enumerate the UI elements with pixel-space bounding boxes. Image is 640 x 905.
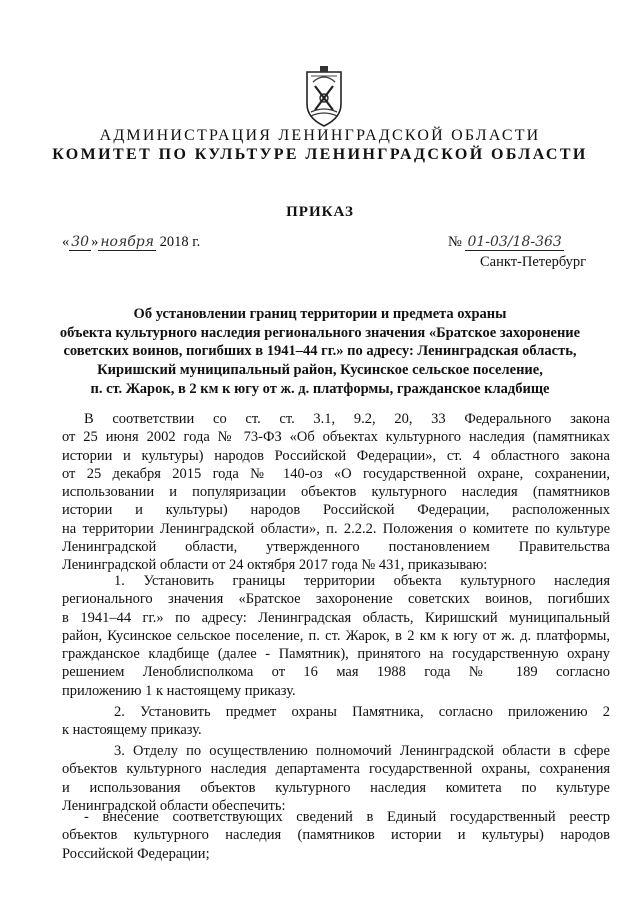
- date-day: 30: [71, 234, 90, 250]
- paragraph-preamble: [62, 410, 610, 575]
- text-line: объектов культурного наследия (памятников истории и культуры) народов: [62, 827, 610, 844]
- text-line: 2. Установить предмет охраны Памятника, согласно приложению 2: [114, 704, 610, 720]
- paragraph-item-3: [62, 742, 610, 815]
- text-line: истории и культуры) народов Российской Федерации, расположенных: [62, 502, 610, 519]
- document-number: [448, 234, 564, 251]
- text-line: от 25 июня 2002 года № 73-ФЗ «Об объектах культурного наследия (памятниках: [62, 429, 610, 446]
- document-date: [62, 234, 200, 251]
- text-line: от 25 декабря 2015 года № 140-оз «О государственной охране, сохранении,: [62, 465, 610, 482]
- number-sign: №: [448, 234, 462, 250]
- document-title: ПРИКАЗ: [286, 204, 354, 220]
- text-line: приложению 1 к настоящему приказу.: [62, 682, 296, 699]
- text-line: В соответствии со ст. ст. 3.1, 9.2, 20, 33 Федерального закона: [84, 411, 610, 427]
- coat-of-arms-icon: [299, 64, 349, 128]
- text-line: в 1941–44 гг.» по адресу: Ленинградская область, Киришский муниципальный: [62, 609, 610, 626]
- paragraph-item-1: [62, 572, 610, 700]
- number-value: 01-03/18-363: [467, 234, 562, 250]
- text-line: Российской Федерации;: [62, 845, 210, 862]
- text-line: - внесение соответствующих сведений в Единый государственный реестр: [84, 809, 610, 825]
- text-line: на территории Ленинградской области», п. 2.2.2. Положения о комитете по культуре: [62, 520, 610, 537]
- subject-line: советских воинов, погибших в 1941–44 гг.» по адресу: Ленинградская область,: [63, 343, 577, 360]
- subject-line: п. ст. Жарок, в 2 км к югу от ж. д. платформы, гражданское кладбище: [90, 380, 550, 397]
- paragraph-subitem: [62, 808, 610, 863]
- text-line: Ленинградской области, утвержденного постановлением Правительства: [62, 539, 610, 556]
- subject-line: объекта культурного наследия регионального значения «Братское захоронение: [59, 324, 581, 341]
- text-line: 3. Отделу по осуществлению полномочий Ленинградской области в сфере: [114, 743, 610, 759]
- org-name-administration: АДМИНИСТРАЦИЯ ЛЕНИНГРАДСКОЙ ОБЛАСТИ: [99, 127, 541, 144]
- text-line: регионального значения «Братское захоронение советских воинов, погибших: [62, 591, 610, 608]
- paragraph-item-2: [62, 703, 610, 740]
- text-line: к настоящему приказу.: [62, 722, 202, 739]
- document-city: Санкт-Петербург: [480, 254, 587, 270]
- text-line: гражданское кладбище (далее - Памятник), принятого на государственную охрану: [62, 646, 610, 663]
- text-line: Ленинградской области от 24 октября 2017 года № 431, приказываю:: [62, 557, 488, 574]
- text-line: Ленинградской области обеспечить:: [62, 797, 286, 814]
- text-line: и использования объектов культурного наследия комитета по культуре: [62, 779, 610, 796]
- document-subject: [0, 305, 640, 399]
- text-line: 1. Установить границы территории объекта культурного наследия: [114, 573, 610, 589]
- date-close-quote: »: [91, 234, 99, 250]
- subject-line: Об установлении границ территории и предмета охраны: [133, 306, 507, 322]
- text-line: использовании и популяризации объектов культурного наследия (памятников: [62, 484, 610, 501]
- subject-line: Киришский муниципальный район, Кусинское сельское поселение,: [97, 362, 543, 379]
- text-line: истории и культуры) народов Российской Федерации», ст. 4 областного закона: [62, 447, 610, 464]
- org-name-committee: КОМИТЕТ ПО КУЛЬТУРЕ ЛЕНИНГРАДСКОЙ ОБЛАСТИ: [52, 146, 588, 163]
- text-line: район, Кусинское сельское поселение, п. ст. Жарок, в 2 км к югу от ж. д. платформы,: [62, 627, 610, 644]
- date-year: 2018 г.: [159, 234, 201, 250]
- date-month: ноября: [100, 234, 155, 250]
- date-open-quote: «: [62, 234, 70, 250]
- text-line: объектов культурного наследия департамента государственной охраны, сохранения: [62, 761, 610, 778]
- text-line: решением Леноблисполкома от 16 мая 1988 года № 189 согласно: [62, 664, 610, 681]
